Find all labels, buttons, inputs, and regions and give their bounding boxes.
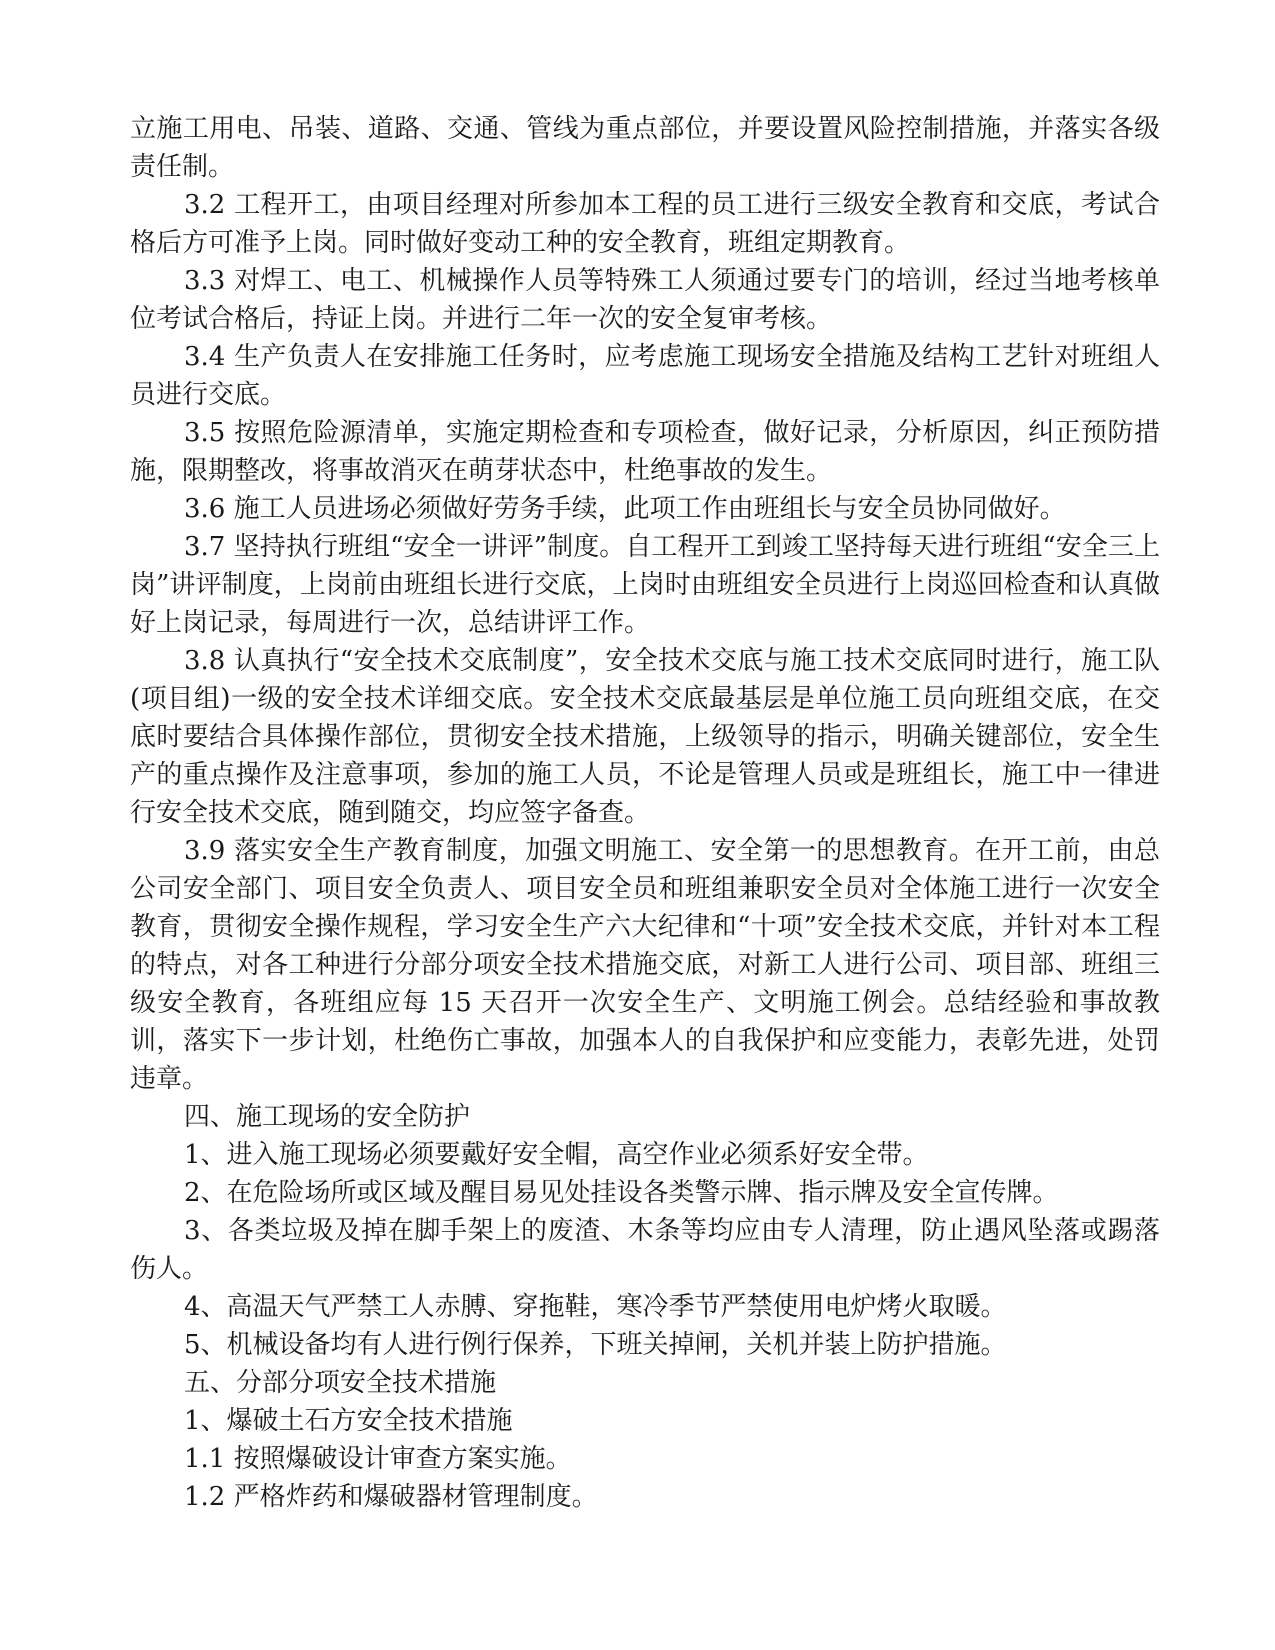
paragraph-3-2: 3.2 工程开工，由项目经理对所参加本工程的员工进行三级安全教育和交底，考试合格后方可准予上岗。同时做好变动工种的安全教育，班组定期教育。: [130, 190, 1160, 258]
list-item-4-3: 3、各类垃圾及掉在脚手架上的废渣、木条等均应由专人清理，防止遇风坠落或踢落伤人。: [130, 1216, 1160, 1284]
list-item-4-1: 1、进入施工现场必须要戴好安全帽，高空作业必须系好安全带。: [184, 1140, 929, 1170]
paragraph-3-9: 3.9 落实安全生产教育制度，加强文明施工、安全第一的思想教育。在开工前，由总公司安全部门、项目安全负责人、项目安全员和班组兼职安全员对全体施工进行一次安全教育，贯彻安全操作规程，学习安全生产六大纪律和“十项”安全技术交底，并针对本工程的特点，对各工种进行分部分项安全技术措施交底，对新工人进行公司、项目部、班组三级安全教育，各班组应每 15 天召开一次安全生产、文明施工例会。总结经验和事故教训，落实下一步计划，杜绝伤亡事故，加强本人的自我保护和应变能力，表彰先进，处罚违章。: [130, 836, 1160, 1094]
document-body: [130, 110, 1160, 1516]
list-item-4-4: 4、高温天气严禁工人赤膊、穿拖鞋，寒冷季节严禁使用电炉烤火取暖。: [184, 1292, 1007, 1322]
paragraph-continuation: 立施工用电、吊装、道路、交通、管线为重点部位，并要设置风险控制措施，并落实各级责任制。: [130, 114, 1160, 182]
paragraph-3-4: 3.4 生产负责人在安排施工任务时，应考虑施工现场安全措施及结构工艺针对班组人员进行交底。: [130, 342, 1160, 410]
paragraph-3-3: 3.3 对焊工、电工、机械操作人员等特殊工人须通过要专门的培训，经过当地考核单位考试合格后，持证上岗。并进行二年一次的安全复审考核。: [130, 266, 1160, 334]
list-item-1-2: 1.2 严格炸药和爆破器材管理制度。: [184, 1482, 598, 1512]
subsection-heading-5-1: 1、爆破土石方安全技术措施: [184, 1406, 513, 1436]
section-heading-4: 四、施工现场的安全防护: [184, 1102, 471, 1132]
paragraph-3-5: 3.5 按照危险源清单，实施定期检查和专项检查，做好记录，分析原因，纠正预防措施，限期整改，将事故消灭在萌芽状态中，杜绝事故的发生。: [130, 418, 1160, 486]
paragraph-3-7: 3.7 坚持执行班组“安全一讲评”制度。自工程开工到竣工坚持每天进行班组“安全三上岗”讲评制度，上岗前由班组长进行交底，上岗时由班组安全员进行上岗巡回检查和认真做好上岗记录，每周进行一次，总结讲评工作。: [130, 532, 1160, 638]
list-item-1-1: 1.1 按照爆破设计审查方案实施。: [184, 1444, 572, 1474]
paragraph-3-6: 3.6 施工人员进场必须做好劳务手续，此项工作由班组长与安全员协同做好。: [184, 494, 1066, 524]
paragraph-3-8: 3.8 认真执行“安全技术交底制度”，安全技术交底与施工技术交底同时进行，施工队(项目组)一级的安全技术详细交底。安全技术交底最基层是单位施工员向班组交底，在交底时要结合具体操作部位，贯彻安全技术措施，上级领导的指示，明确关键部位，安全生产的重点操作及注意事项，参加的施工人员，不论是管理人员或是班组长，施工中一律进行安全技术交底，随到随交，均应签字备查。: [130, 646, 1160, 828]
list-item-4-5: 5、机械设备均有人进行例行保养，下班关掉闸，关机并装上防护措施。: [184, 1330, 1007, 1360]
section-heading-5: 五、分部分项安全技术措施: [184, 1368, 497, 1398]
list-item-4-2: 2、在危险场所或区域及醒目易见处挂设各类警示牌、指示牌及安全宣传牌。: [184, 1178, 1059, 1208]
